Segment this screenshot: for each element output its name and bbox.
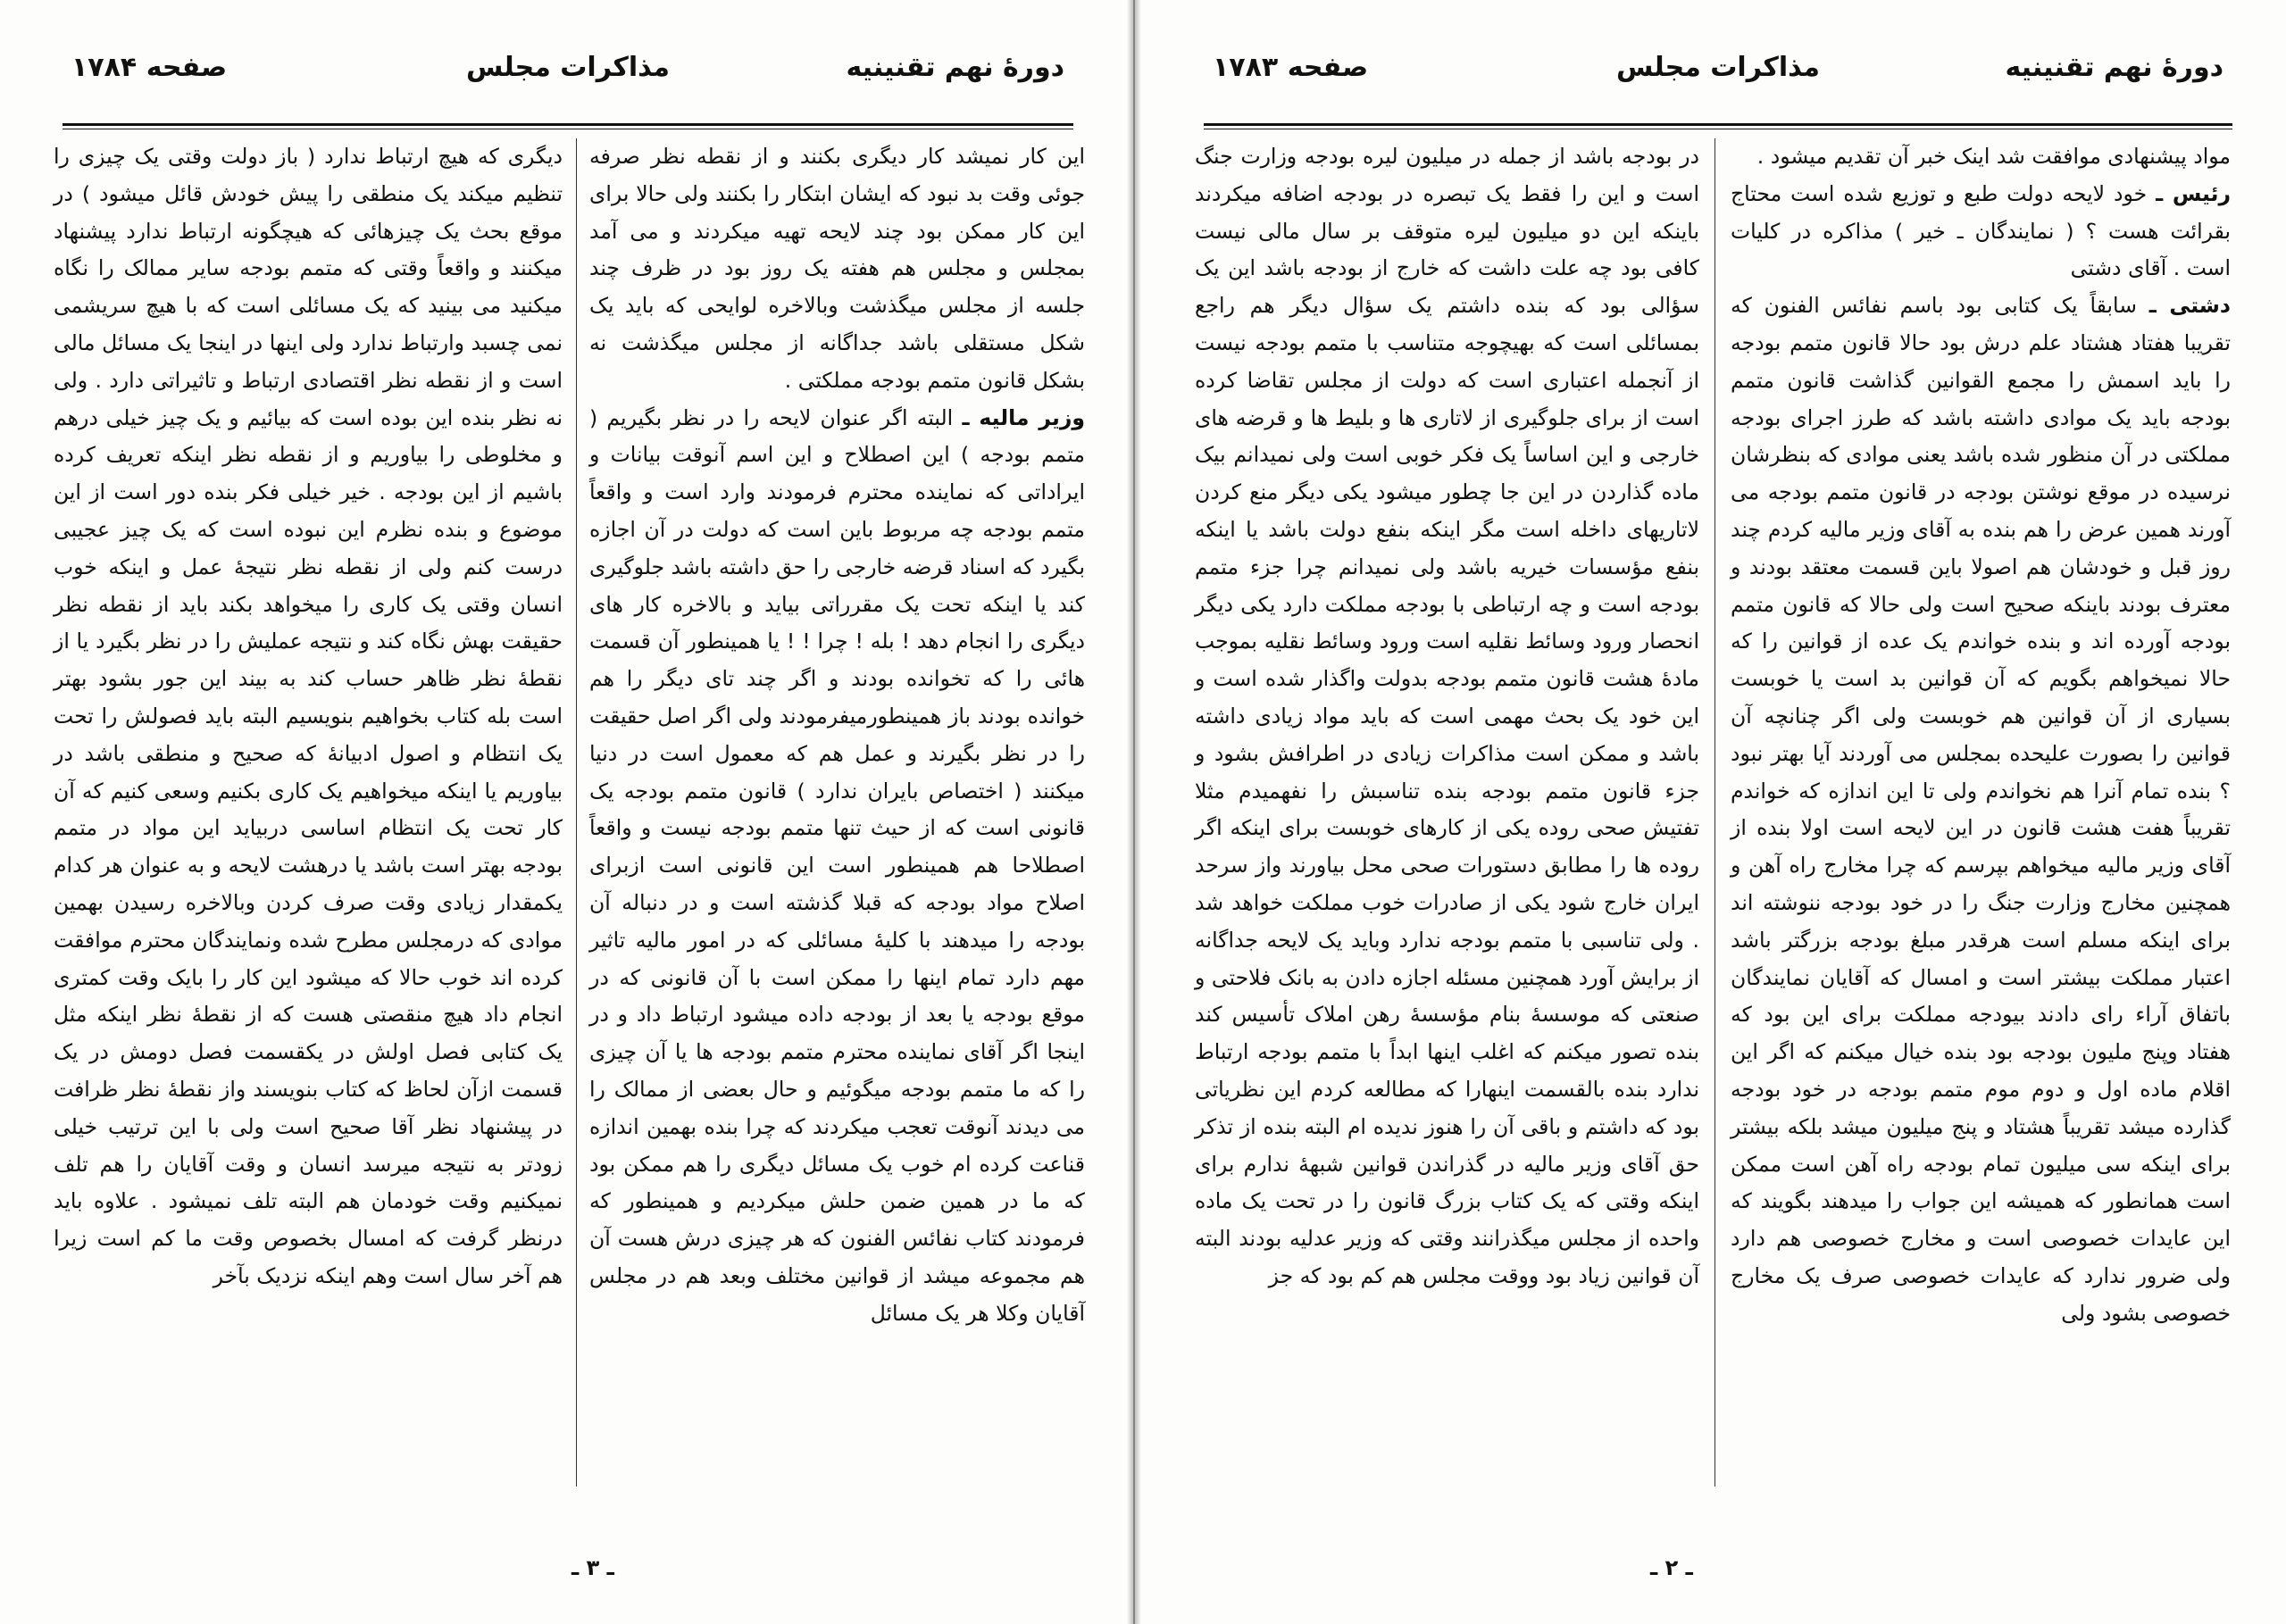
paragraph-text: در بودجه باشد از جمله در میلیون لیره بودجه وزارت جنگ است و این را فقط یک تبصره در بودجه اضافه میکردند باینکه این دو میلیون لیره متوقف بر سال مالی نیست کافی بود چه علت داشت که خارج از بودجه باشد این یک سؤالی بود که بنده داشتم یک سؤال دیگر هم راجع بمسائلی است که بهیچوجه متناسب با متمم بودجه نیست از آنجمله اعتباری است که دولت از مجلس تقاضا کرده است از برای جلوگیری از لاتاری ها و بلیط ها و قرضه های خارجی و این اساساً یک فکر خوبی است ولی نمیدانم بیک ماده گذاردن در این جا چطور میشود یکی دیگر منع کردن لاتاریهای داخله است مگر اینکه بنفع دولت باشد یا اینکه بنفع مؤسسات خیریه باشد ولی نمیدانم چرا جزء متمم بودجه است و چه ارتباطی با بودجه مملکت دارد یکی دیگر انحصار ورود وسائط نقلیه است ورود وسائط نقلیه بموجب مادهٔ هشت قانون متمم بودجه بدولت واگذار شده است و این خود یک بحث مهمی است که باید مواد زیادی داشته باشد و ممکن است مذاکرات زیادی در اطرافش بشود و جزء قانون متمم بودجه بنده تناسبش را نفهمیدم مثلا تفتیش صحی روده یکی از کارهای خوبست برای اینکه اگر روده ها را مطابق دستورات صحی محل بیاورند واز سرحد ایران خارج شود یکی از صادرات خوب مملکت خواهد شد . ولی تناسبی با متمم بودجه ندارد وباید یک لایحه جداگانه از برایش آورد همچنین مسئله اجازه دادن به بانک فلاحتی و صنعتی که موسسهٔ بنام مؤسسهٔ رهن املاک تأسیس کند بنده تصور میکنم که اغلب اینها ابداً با متمم بودجه ارتباط ندارد بنده بالقسمت اینهارا که مطالعه کردم این نظریاتی بود که داشتم و باقی آن را هنوز ندیده ام البته بنده از تذکر حق آقای وزیر مالیه در گذراندن قوانین شبههٔ ندارم برای اینکه وقتی که یک کتاب بزرگ قانون را در تحت یک ماده واحده از مجلس میگذرانند وقتی که وزیر عدلیه بودند البته آن قوانین زیاد بود ووقت مجلس هم کم بود که جز <box>1195 144 1699 1288</box>
book-gutter <box>1127 0 1141 1624</box>
paragraph-text: البته اگر عنوان لایحه را در نظر بگیریم ( متمم بودجه ) این اصطلاح و این اسم آنوقت بیانات و ایراداتی که نماینده محترم فرمودند وارد است و واقعاً متمم بودجه چه مربوط باین است که دولت در آن اجازه بگیرد که اسناد قرضه خارجی را حق داشته باشد جلوگیری کند یا اینکه تحت یک مقرراتی بیاید و بالاخره کار های دیگری را انجام دهد ! بله ! چرا ! ! یا همینطور آن قسمت هائی را که تخوانده بودند و اگر چند تای دیگر را هم خوانده بودند باز همینطورمیفرمودند ولی اگر اصل حقیقت را در نظر بگیرند و عمل هم که معمول است در دنیا میکنند ( اختصاص بایران ندارد ) قانون متمم بودجه یک قانونی است که از حیث تنها متمم بودجه نیست و واقعاً اصطلاحا هم همینطور است این قانونی است ازبرای اصلاح مواد بودجه که قبلا گذشته است و در دنباله آن بودجه را میدهند با کلیهٔ مسائلی که در امور مالیه تاثیر مهم دارد تمام اینها را ممکن است با آن قانونی که در موقع بودجه یا بعد از بودجه داده میشود ارتباط داد و در اینجا اگر آقای نماینده محترم متمم بودجه ها یا آن چیزی را که ما متمم بودجه میگوئیم و حال بعضی از ممالک را می دیدند آنوقت تعجب میکردند که چرا بنده بهمین اندازه قناعت کرده ام خوب یک مسائل دیگری را هم ممکن بود که ما در همین ضمن حلش میکردیم و همینطور که فرمودند کتاب نفائس الفنون که هر چیزی درش هست آن هم مجموعه میشد از قوانین مختلف وبعد هم در مجلس آقایان وکلا هر یک مسائل <box>589 404 1085 1326</box>
page-number-label: صفحه ۱۷۸۴ <box>71 52 228 83</box>
column-divider <box>576 138 577 1487</box>
page-title: مذاکرات مجلس <box>1615 52 1821 83</box>
header-rule <box>1204 123 2232 126</box>
page-footer-number: ـ ۳ ـ <box>572 1555 614 1580</box>
paragraph-text: خود لایحه دولت طبع و توزیع شده است محتاج بقرائت هست ؟ ( نمایندگان ـ خیر ) مذاکره در کلیات است . آقای دشتی <box>1731 180 2231 281</box>
right-page-header <box>1204 36 2232 98</box>
speaker-name: دشتی ـ <box>2148 293 2231 319</box>
speaker-name: وزیر مالیه ـ <box>962 404 1085 430</box>
page-number-label: صفحه ۱۷۸۳ <box>1213 52 1369 83</box>
paragraph <box>54 138 563 1295</box>
right-page <box>1141 0 2286 1624</box>
paragraph <box>589 138 1085 400</box>
speaker-name: رئیس ـ <box>2156 180 2231 206</box>
page-footer-number: ـ ۲ ـ <box>1650 1555 1693 1580</box>
paragraph-text: مواد پیشنهادی موافقت شد اینک خبر آن تقدیم میشود . <box>1756 144 2231 169</box>
paragraph <box>1731 287 2231 1332</box>
left-page-header <box>63 36 1073 98</box>
text-column-left <box>54 138 563 1487</box>
text-column-right <box>1731 138 2231 1487</box>
column-divider <box>1714 138 1715 1487</box>
paragraph-text: سابقاً یک کتابی بود باسم نفائس الفنون که تقریبا هفتاد هشتاد علم درش بود حالا قانون متمم بودجه را باید اسمش را مجمع القوانین گذاشت قانون متمم بودجه باید یک موادی داشته باشد که طرز اجرای بودجه مملکتی در آن منظور شده باشد یعنی موادی که بنظرشان نرسیده در موقع نوشتن بودجه در قانون متمم بودجه می آورند همین عرض را هم بنده به آقای وزیر مالیه کردم چند روز قبل و خودشان هم اصولا باین قسمت معتقد بودند و معترف بودند باینکه صحیح است ولی حالا که قانون متمم بودجه آورده اند و بنده خواندم یک عده از قوانین را که حالا نمیخواهم بگویم که آن قوانین بد است یا خوبست بسیاری از آن قوانین هم خوبست ولی اگر چنانچه آن قوانین را بصورت علیحده بمجلس می آوردند آیا بهتر نبود ؟ بنده تمام آنرا هم نخواندم ولی تا این اندازه که خواندم تقریباً هفت هشت قانون در این لایحه است اولا بنده از آقای وزیر مالیه میخواهم بپرسم که چرا مخارج راه آهن و همچنین مخارج وزارت جنگ را در خود بودجه ننوشته اند برای اینکه مسلم است هرقدر مبلغ بودجه بزرگتر باشد اعتبار مملکت بیشتر است و امسال که آقایان نمایندگان باتفاق آراء رای دادند بیودجه مملکت برای این بود که هفتاد وپنج ملیون بودجه بود بنده خیال میکنم که اگر این اقلام ماده اول و دوم موم متمم بودجه در خود بودجه گذارده میشد تقریباً هشتاد و پنج میلیون میشد بلکه بیشتر برای اینکه سی میلیون تمام بودجه راه آهن است ممکن است همانطور که همیشه این جواب را میدهند بگویند که این عایدات خصوصی است و مخارج خصوصی هم دارد ولی ضرور ندارد که عایدات خصوصی صرف یک مخارج خصوصی بشود ولی <box>1731 293 2231 1326</box>
left-page <box>0 0 1127 1624</box>
text-column-left <box>1195 138 1699 1487</box>
session-label: دورهٔ نهم تقنینیه <box>846 52 1064 83</box>
paragraph <box>1195 138 1699 1295</box>
paragraph-text: این کار نمیشد کار دیگری بکنند و از نقطه نظر صرفه جوئی وقت بد نبود که ایشان ابتکار را بکنند ولی حالا برای این کار ممکن بود چند لایحه تهیه میکردند و می آمد بمجلس و مجلس هم هفته یک روز بود در ظرف چند جلسه از مجلس میگذشت وبالاخره لوایحی که باید یک شکل مستقلی باشد جداگانه از مجلس میگذشت نه بشکل قانون متمم بودجه مملکتی . <box>589 144 1085 393</box>
paragraph <box>1731 176 2231 287</box>
page-title: مذاکرات مجلس <box>465 52 671 83</box>
text-column-right <box>589 138 1085 1487</box>
header-rule <box>63 123 1073 126</box>
session-label: دورهٔ نهم تقنینیه <box>2005 52 2223 83</box>
paragraph-text: دیگری که هیچ ارتباط ندارد ( باز دولت وقتی یک چیزی را تنظیم میکند یک منطقی را پیش خودش قائل میشود ) در موقع بحث یک چیزهائی که هیچگونه ارتباط ندارد پیشنهاد میکنند و واقعاً وقتی که متمم بودجه سایر ممالک را نگاه میکنید می بینید که یک مسائلی است که با هیچ سریشمی نمی چسبد وارتباط ندارد ولی اینها در اینجا یک مسائل مالی است و از نقطه نظر اقتصادی ارتباط و تاثیراتی دارد . ولی نه نظر بنده این بوده است که بیائیم و یک چیز خیلی درهم و مخلوطی را بیاوریم و از نقطه نظر اینکه تعریف کرده باشیم از این بودجه . خیر خیلی فکر بنده دور است از این موضوع و بنده نظرم این نبوده است که یک چیز عجیبی درست کنم ولی از نقطه نظر نتیجهٔ عمل و اینکه خوب انسان وقتی یک کاری را میخواهد بکند باید از نقطه نظر حقیقت بهش نگاه کند و نتیجه عملیش را در نظر بگیرد یا از نقطهٔ نظر ظاهر حساب کند به بیند این جور بشود بهتر است بله کتاب بخواهیم بنویسیم البته باید فصولش را تحت یک انتظام و اصول ادبیانهٔ که صحیح و منطقی باشد در بیاوریم یا اینکه میخواهیم یک کاری بکنیم وسعی کنیم که آن کار تحت یک انتظام اساسی دربیاید این مواد در متمم بودجه بهتر است باشد یا درهشت لایحه و به عنوان هر کدام یکمقدار زیادی وقت صرف کردن وبالاخره رسیدن بهمین موادی که درمجلس مطرح شده ونمایندگان محترم موافقت کرده اند خوب حالا که میشود این کار را بایک وقت کمتری انجام داد هیچ منقصتی هست که از نقطهٔ نظر اینکه مثل یک کتابی فصل اولش در یکقسمت فصل دومش در یک قسمت ازآن لحاظ که کتاب بنویسند واز نقطهٔ نظر ظرافت در پیشنهاد نظر آقا صحیح است ولی با این ترتیب خیلی زودتر به نتیجه میرسد انسان و وقت آقایان را هم تلف نمیکنیم وقت خودمان هم البته تلف نمیشود . علاوه باید درنظر گرفت که امسال بخصوص وقت ما کم است زیرا هم آخر سال است وهم اینکه نزدیک بآخر <box>54 144 563 1288</box>
paragraph <box>1731 138 2231 176</box>
paragraph <box>589 400 1085 1333</box>
